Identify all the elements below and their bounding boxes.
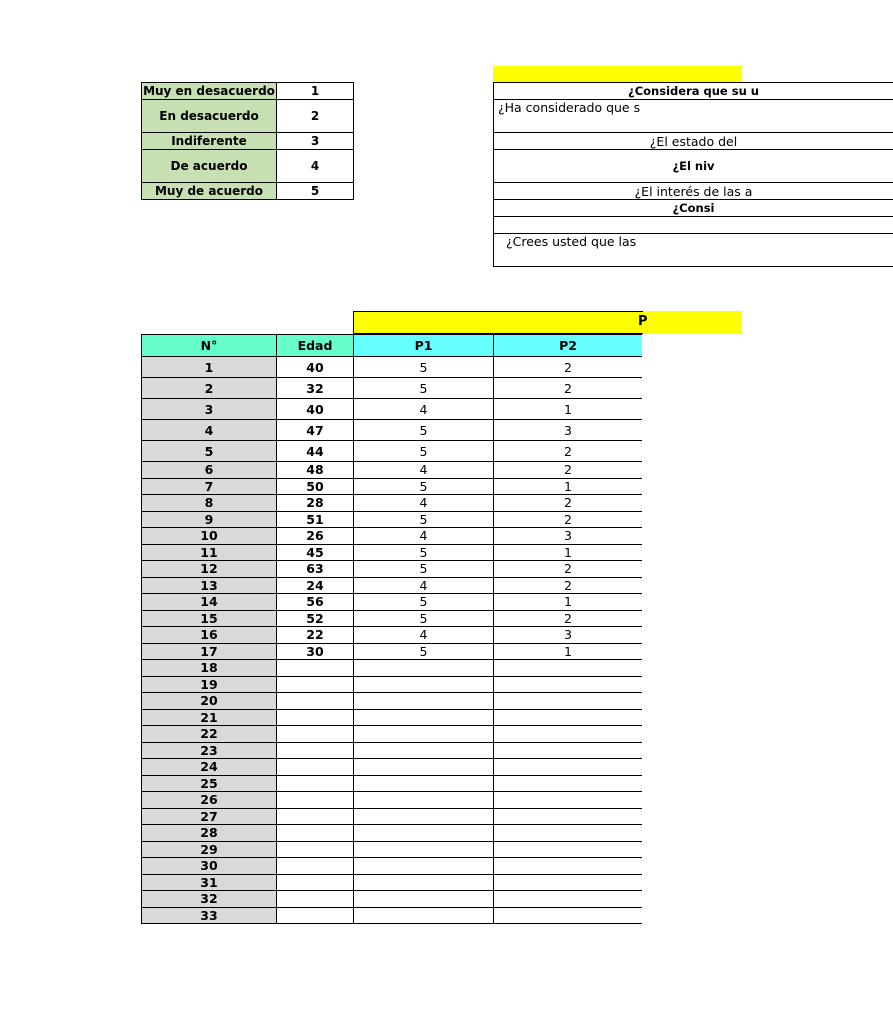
table-row bbox=[142, 357, 643, 378]
p1-cell[interactable]: 5 bbox=[354, 420, 494, 441]
row-number-cell[interactable]: 30 bbox=[142, 858, 277, 875]
table-row bbox=[142, 577, 643, 594]
row-number-cell[interactable]: 24 bbox=[142, 759, 277, 776]
table-row bbox=[142, 726, 643, 743]
p2-cell[interactable]: 2 bbox=[494, 495, 643, 512]
p1-cell[interactable]: 5 bbox=[354, 561, 494, 578]
p1-cell[interactable] bbox=[354, 907, 494, 924]
p1-cell[interactable] bbox=[354, 709, 494, 726]
row-number-cell[interactable]: 31 bbox=[142, 874, 277, 891]
table-row bbox=[142, 528, 643, 545]
edad-cell[interactable] bbox=[277, 693, 354, 710]
table-row bbox=[142, 874, 643, 891]
header-p2[interactable]: P2 bbox=[494, 335, 643, 357]
p1-cell[interactable] bbox=[354, 775, 494, 792]
edad-cell[interactable]: 22 bbox=[277, 627, 354, 644]
p2-cell[interactable]: 2 bbox=[494, 577, 643, 594]
p2-cell[interactable]: 2 bbox=[494, 357, 643, 378]
p1-cell[interactable] bbox=[354, 841, 494, 858]
table-row bbox=[142, 399, 643, 420]
p1-cell[interactable]: 4 bbox=[354, 528, 494, 545]
row-number-cell[interactable]: 9 bbox=[142, 511, 277, 528]
edad-cell[interactable]: 47 bbox=[277, 420, 354, 441]
p1-cell[interactable] bbox=[354, 759, 494, 776]
header-p1[interactable]: P1 bbox=[354, 335, 494, 357]
row-number-cell[interactable]: 23 bbox=[142, 742, 277, 759]
legend-value[interactable]: 3 bbox=[277, 133, 354, 150]
p2-cell[interactable]: 3 bbox=[494, 627, 643, 644]
p2-cell[interactable] bbox=[494, 775, 643, 792]
p2-cell[interactable] bbox=[494, 792, 643, 809]
row-number-cell[interactable]: 33 bbox=[142, 907, 277, 924]
row-number-cell[interactable]: 4 bbox=[142, 420, 277, 441]
p2-cell[interactable]: 3 bbox=[494, 528, 643, 545]
grid-header-row bbox=[142, 335, 643, 357]
p2-cell[interactable] bbox=[494, 759, 643, 776]
table-row bbox=[142, 841, 643, 858]
table-row bbox=[142, 891, 643, 908]
p2-cell[interactable]: 1 bbox=[494, 399, 643, 420]
p2-cell[interactable]: 2 bbox=[494, 610, 643, 627]
p2-cell[interactable]: 3 bbox=[494, 420, 643, 441]
p1-cell[interactable] bbox=[354, 825, 494, 842]
p2-cell[interactable]: 1 bbox=[494, 478, 643, 495]
edad-cell[interactable]: 32 bbox=[277, 378, 354, 399]
row-number-cell[interactable]: 22 bbox=[142, 726, 277, 743]
edad-cell[interactable] bbox=[277, 907, 354, 924]
p1-cell[interactable] bbox=[354, 676, 494, 693]
table-row bbox=[142, 511, 643, 528]
p1-cell[interactable]: 5 bbox=[354, 610, 494, 627]
table-row bbox=[142, 742, 643, 759]
banner-border bbox=[353, 311, 643, 334]
edad-cell[interactable]: 50 bbox=[277, 478, 354, 495]
row-number-cell[interactable]: 26 bbox=[142, 792, 277, 809]
p2-cell[interactable] bbox=[494, 660, 643, 677]
legend-value[interactable]: 5 bbox=[277, 183, 354, 200]
p1-cell[interactable] bbox=[354, 726, 494, 743]
p1-cell[interactable] bbox=[354, 858, 494, 875]
table-row bbox=[142, 561, 643, 578]
legend-label[interactable]: De acuerdo bbox=[142, 150, 277, 183]
row-number-cell[interactable]: 8 bbox=[142, 495, 277, 512]
question-row bbox=[494, 217, 893, 234]
p2-cell[interactable]: 2 bbox=[494, 462, 643, 479]
p1-cell[interactable] bbox=[354, 660, 494, 677]
p2-cell[interactable] bbox=[494, 825, 643, 842]
table-row bbox=[142, 594, 643, 611]
question-row bbox=[494, 150, 893, 183]
p2-cell[interactable]: 2 bbox=[494, 511, 643, 528]
p1-cell[interactable] bbox=[354, 891, 494, 908]
question-cell[interactable]: ¿Consi bbox=[494, 200, 893, 217]
p1-cell[interactable]: 5 bbox=[354, 594, 494, 611]
edad-cell[interactable] bbox=[277, 825, 354, 842]
banner-label: P bbox=[638, 314, 648, 329]
p2-cell[interactable] bbox=[494, 709, 643, 726]
p1-cell[interactable]: 5 bbox=[354, 478, 494, 495]
table-row bbox=[142, 907, 643, 924]
question-row bbox=[494, 133, 893, 150]
question-row bbox=[494, 83, 893, 100]
edad-cell[interactable] bbox=[277, 660, 354, 677]
row-number-cell[interactable]: 25 bbox=[142, 775, 277, 792]
table-row bbox=[142, 693, 643, 710]
p1-cell[interactable]: 5 bbox=[354, 544, 494, 561]
question-row bbox=[494, 200, 893, 217]
edad-cell[interactable]: 26 bbox=[277, 528, 354, 545]
question-cell[interactable]: ¿Ha considerado que s bbox=[494, 100, 893, 133]
table-row bbox=[142, 858, 643, 875]
row-number-cell[interactable]: 2 bbox=[142, 378, 277, 399]
row-number-cell[interactable]: 11 bbox=[142, 544, 277, 561]
p1-cell[interactable]: 4 bbox=[354, 495, 494, 512]
table-row bbox=[142, 709, 643, 726]
p2-cell[interactable]: 1 bbox=[494, 544, 643, 561]
table-row bbox=[142, 775, 643, 792]
p1-cell[interactable] bbox=[354, 792, 494, 809]
question-cell[interactable]: ¿El niv bbox=[494, 150, 893, 183]
legend-label[interactable]: Muy de acuerdo bbox=[142, 183, 277, 200]
legend-label[interactable]: En desacuerdo bbox=[142, 100, 277, 133]
legend-row bbox=[142, 183, 354, 200]
row-number-cell[interactable]: 3 bbox=[142, 399, 277, 420]
p2-cell[interactable]: 2 bbox=[494, 441, 643, 462]
questions-panel bbox=[493, 0, 759, 280]
p2-cell[interactable]: 1 bbox=[494, 643, 643, 660]
row-number-cell[interactable]: 20 bbox=[142, 693, 277, 710]
row-number-cell[interactable]: 28 bbox=[142, 825, 277, 842]
p1-cell[interactable]: 4 bbox=[354, 577, 494, 594]
survey-data-grid bbox=[141, 334, 642, 924]
header-edad[interactable]: Edad bbox=[277, 335, 354, 357]
row-number-cell[interactable]: 7 bbox=[142, 478, 277, 495]
p2-cell[interactable] bbox=[494, 874, 643, 891]
table-row bbox=[142, 759, 643, 776]
edad-cell[interactable]: 40 bbox=[277, 357, 354, 378]
p2-cell[interactable] bbox=[494, 808, 643, 825]
legend-value[interactable]: 2 bbox=[277, 100, 354, 133]
p1-cell[interactable]: 4 bbox=[354, 399, 494, 420]
edad-cell[interactable] bbox=[277, 792, 354, 809]
p2-cell[interactable] bbox=[494, 841, 643, 858]
legend-row bbox=[142, 150, 354, 183]
edad-cell[interactable]: 30 bbox=[277, 643, 354, 660]
edad-cell[interactable]: 44 bbox=[277, 441, 354, 462]
p1-cell[interactable] bbox=[354, 693, 494, 710]
questions-table bbox=[493, 82, 893, 267]
row-number-cell[interactable]: 12 bbox=[142, 561, 277, 578]
p1-cell[interactable]: 4 bbox=[354, 462, 494, 479]
p1-cell[interactable] bbox=[354, 742, 494, 759]
table-row bbox=[142, 462, 643, 479]
edad-cell[interactable]: 52 bbox=[277, 610, 354, 627]
row-number-cell[interactable]: 5 bbox=[142, 441, 277, 462]
table-row bbox=[142, 676, 643, 693]
edad-cell[interactable] bbox=[277, 676, 354, 693]
likert-legend-table bbox=[141, 82, 354, 200]
legend-label[interactable]: Muy en desacuerdo bbox=[143, 84, 275, 98]
p2-cell[interactable] bbox=[494, 891, 643, 908]
edad-cell[interactable] bbox=[277, 874, 354, 891]
p2-cell[interactable] bbox=[494, 858, 643, 875]
legend-row bbox=[142, 100, 354, 133]
row-number-cell[interactable]: 1 bbox=[142, 357, 277, 378]
table-row bbox=[142, 441, 643, 462]
row-number-cell[interactable]: 16 bbox=[142, 627, 277, 644]
edad-cell[interactable]: 28 bbox=[277, 495, 354, 512]
header-n[interactable]: N° bbox=[142, 335, 277, 357]
p2-cell[interactable]: 1 bbox=[494, 594, 643, 611]
p1-cell[interactable]: 5 bbox=[354, 357, 494, 378]
row-number-cell[interactable]: 29 bbox=[142, 841, 277, 858]
p1-cell[interactable]: 5 bbox=[354, 643, 494, 660]
question-row bbox=[494, 234, 893, 267]
legend-value[interactable]: 4 bbox=[277, 150, 354, 183]
legend-row bbox=[142, 83, 354, 100]
row-number-cell[interactable]: 17 bbox=[142, 643, 277, 660]
row-number-cell[interactable]: 6 bbox=[142, 462, 277, 479]
p2-cell[interactable] bbox=[494, 693, 643, 710]
question-cell[interactable] bbox=[494, 217, 893, 234]
row-number-cell[interactable]: 13 bbox=[142, 577, 277, 594]
row-number-cell[interactable]: 21 bbox=[142, 709, 277, 726]
question-cell[interactable]: ¿Considera que su u bbox=[494, 83, 893, 100]
table-row bbox=[142, 495, 643, 512]
p1-cell[interactable] bbox=[354, 874, 494, 891]
edad-cell[interactable] bbox=[277, 891, 354, 908]
edad-cell[interactable] bbox=[277, 759, 354, 776]
edad-cell[interactable]: 45 bbox=[277, 544, 354, 561]
p1-cell[interactable]: 5 bbox=[354, 511, 494, 528]
edad-cell[interactable] bbox=[277, 775, 354, 792]
p1-cell[interactable]: 5 bbox=[354, 441, 494, 462]
p1-cell[interactable]: 5 bbox=[354, 378, 494, 399]
p2-cell[interactable] bbox=[494, 742, 643, 759]
edad-cell[interactable]: 48 bbox=[277, 462, 354, 479]
row-number-cell[interactable]: 27 bbox=[142, 808, 277, 825]
question-row bbox=[494, 100, 893, 133]
legend-row bbox=[142, 133, 354, 150]
table-row bbox=[142, 643, 643, 660]
p2-cell[interactable]: 2 bbox=[494, 378, 643, 399]
p1-cell[interactable]: 4 bbox=[354, 627, 494, 644]
p1-cell[interactable] bbox=[354, 808, 494, 825]
edad-cell[interactable]: 51 bbox=[277, 511, 354, 528]
question-cell[interactable]: ¿El estado del bbox=[494, 133, 893, 150]
legend-value[interactable]: 1 bbox=[277, 83, 354, 100]
edad-cell[interactable]: 40 bbox=[277, 399, 354, 420]
row-number-cell[interactable]: 32 bbox=[142, 891, 277, 908]
edad-cell[interactable] bbox=[277, 808, 354, 825]
edad-cell[interactable]: 56 bbox=[277, 594, 354, 611]
p2-cell[interactable] bbox=[494, 726, 643, 743]
edad-cell[interactable] bbox=[277, 726, 354, 743]
table-row bbox=[142, 627, 643, 644]
table-row bbox=[142, 808, 643, 825]
p2-cell[interactable]: 2 bbox=[494, 561, 643, 578]
table-row bbox=[142, 378, 643, 399]
row-number-cell[interactable]: 14 bbox=[142, 594, 277, 611]
table-row bbox=[142, 660, 643, 677]
question-row bbox=[494, 183, 893, 200]
table-row bbox=[142, 544, 643, 561]
edad-cell[interactable] bbox=[277, 841, 354, 858]
p2-cell[interactable] bbox=[494, 676, 643, 693]
edad-cell[interactable] bbox=[277, 709, 354, 726]
row-number-cell[interactable]: 10 bbox=[142, 528, 277, 545]
p2-cell[interactable] bbox=[494, 907, 643, 924]
row-number-cell[interactable]: 19 bbox=[142, 676, 277, 693]
edad-cell[interactable] bbox=[277, 742, 354, 759]
legend-label[interactable]: Indiferente bbox=[142, 133, 277, 150]
table-row bbox=[142, 825, 643, 842]
row-number-cell[interactable]: 18 bbox=[142, 660, 277, 677]
table-row bbox=[142, 792, 643, 809]
question-cell[interactable]: ¿El interés de las a bbox=[494, 183, 893, 200]
row-number-cell[interactable]: 15 bbox=[142, 610, 277, 627]
question-cell[interactable]: ¿Crees usted que las bbox=[494, 234, 893, 267]
edad-cell[interactable] bbox=[277, 858, 354, 875]
table-row bbox=[142, 610, 643, 627]
edad-cell[interactable]: 63 bbox=[277, 561, 354, 578]
table-row bbox=[142, 478, 643, 495]
edad-cell[interactable]: 24 bbox=[277, 577, 354, 594]
table-row bbox=[142, 420, 643, 441]
